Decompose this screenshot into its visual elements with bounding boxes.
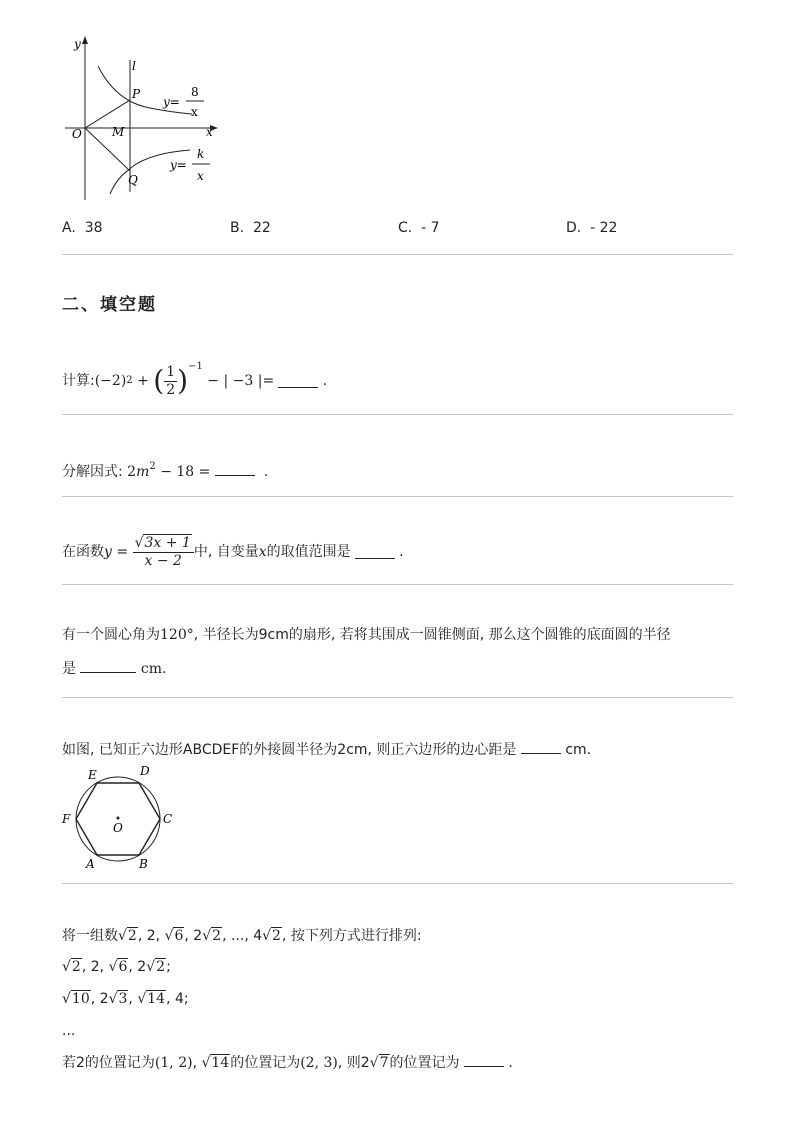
option-a[interactable] xyxy=(62,219,103,237)
q6-last-r7: 7 xyxy=(379,1055,389,1071)
label-p: P xyxy=(132,87,141,101)
q6-pos2: (2, 3) xyxy=(300,1055,338,1071)
q6-row1-a: , 2, xyxy=(81,959,109,975)
option-a-value: 38 xyxy=(84,220,103,236)
label-q: Q xyxy=(128,173,138,187)
q6-row1-r2: 2 xyxy=(71,959,81,975)
section-heading: 二、填空题 xyxy=(62,295,157,315)
divider xyxy=(62,254,733,255)
q1-den: 2 xyxy=(166,381,176,398)
q4-text-b: , 半径长为9cm的扇形, 若将其围成一圆锥侧面, 那么这个圆锥的底面圆的半径 xyxy=(193,627,671,643)
q6-row1-r2b: 2 xyxy=(156,959,166,975)
q6-r6-a: 6 xyxy=(174,928,184,944)
option-c-value: - 7 xyxy=(421,220,440,236)
q6-last-a: 若2的位置记为 xyxy=(62,1055,155,1071)
q6-row2-r14: 14 xyxy=(147,991,166,1007)
option-d-value: - 22 xyxy=(590,220,618,236)
question-6-last xyxy=(62,1054,513,1072)
label-f: F xyxy=(62,812,71,826)
q5-answer-blank[interactable] xyxy=(521,741,561,754)
q6-r2-a: 2 xyxy=(127,928,137,944)
q1-exp: 2 xyxy=(126,375,133,386)
q3-suffix: 的取值范围是 xyxy=(266,544,351,560)
curve2-lhs: y= xyxy=(170,158,187,172)
option-d[interactable] xyxy=(566,219,617,237)
label-origin: O xyxy=(72,127,82,141)
q3-fraction xyxy=(133,534,194,570)
q6-last-e: 的位置记为 xyxy=(389,1055,460,1071)
radical-icon: √ xyxy=(108,959,118,975)
label-a: A xyxy=(86,857,95,871)
radical-icon: √ xyxy=(118,928,127,944)
q5-text: 如图, 已知正六边形ABCDEF的外接圆半径为2cm, 则正六边形的边心距是 xyxy=(62,742,517,758)
divider xyxy=(62,584,733,585)
q1-paren-open: ( xyxy=(153,364,165,397)
radical-icon: √ xyxy=(108,991,118,1007)
option-c[interactable] xyxy=(398,219,440,237)
q3-prefix: 在函数 xyxy=(62,544,104,560)
label-y-axis: y xyxy=(74,37,81,51)
q6-row2-r3: 3 xyxy=(118,991,128,1007)
q4-text-c: 是 xyxy=(62,661,76,677)
q2-var: m xyxy=(136,464,150,480)
curve1-num: 8 xyxy=(191,85,199,99)
divider xyxy=(62,414,733,415)
q3-middle: 中, 自变量 xyxy=(193,544,259,560)
q6-text-c: , 2 xyxy=(184,928,203,944)
radical-icon: √ xyxy=(62,959,71,975)
q6-last-c: 的位置记为 xyxy=(230,1055,301,1071)
question-5 xyxy=(62,741,591,759)
radical-icon: √ xyxy=(262,928,272,944)
y-axis-arrow xyxy=(82,36,88,44)
curve2-den: x xyxy=(197,169,204,183)
q1-answer-blank[interactable] xyxy=(278,375,318,388)
q6-answer-blank[interactable] xyxy=(464,1054,504,1067)
radical-icon: √ xyxy=(202,928,212,944)
q1-fraction xyxy=(164,364,177,399)
question-6-row-2 xyxy=(62,990,189,1008)
q6-row2-r10: 10 xyxy=(71,991,90,1007)
radical-icon: √ xyxy=(137,991,147,1007)
q6-row2-b: , xyxy=(128,991,138,1007)
question-4-line-1 xyxy=(62,626,671,644)
option-b-letter: B. xyxy=(230,220,245,236)
label-m: M xyxy=(112,125,125,139)
q6-text-e: , 按下列方式进行排列: xyxy=(281,928,422,944)
q4-text-a: 有一个圆心角为 xyxy=(62,627,160,643)
q3-y: y xyxy=(104,544,112,560)
q2-prefix: 分解因式: xyxy=(62,464,128,480)
question-4-line-2 xyxy=(62,660,166,678)
q1-paren-close: ) xyxy=(177,364,189,397)
q6-end: . xyxy=(503,1055,513,1071)
q1-rest: − | −3 |= xyxy=(202,373,275,389)
label-b: B xyxy=(139,857,148,871)
q6-row1-r6: 6 xyxy=(118,959,128,975)
question-6-line-1 xyxy=(62,927,422,945)
q6-last-b: , xyxy=(192,1055,202,1071)
q6-last-d: , 则2 xyxy=(337,1055,370,1071)
divider xyxy=(62,697,733,698)
curve1-den: x xyxy=(191,105,198,119)
q6-row1-b: , 2 xyxy=(128,959,147,975)
q6-pos1: (1, 2) xyxy=(154,1055,193,1071)
center-point xyxy=(117,817,120,820)
q1-prefix: 计算: xyxy=(62,373,95,389)
curve2-num: k xyxy=(197,147,205,161)
option-a-letter: A. xyxy=(62,220,76,236)
q3-denominator: x − 2 xyxy=(144,553,182,569)
label-c: C xyxy=(163,812,173,826)
q3-end: . xyxy=(394,544,404,560)
q3-var: x xyxy=(258,544,267,560)
radical-icon: √ xyxy=(62,991,71,1007)
label-x-axis: x xyxy=(206,125,213,139)
curve-y-k-over-x xyxy=(110,150,190,194)
divider xyxy=(62,883,733,884)
q2-rest: − 18 = xyxy=(155,464,211,480)
radical-icon: √ xyxy=(134,535,144,551)
option-b[interactable] xyxy=(230,219,271,237)
q6-text-d: , ..., 4 xyxy=(222,928,263,944)
q4-unit: cm. xyxy=(136,661,167,677)
option-d-letter: D. xyxy=(566,220,582,236)
label-l: l xyxy=(132,59,136,73)
radical-icon: √ xyxy=(146,959,156,975)
q3-eq: = xyxy=(111,544,133,560)
q6-r2-c: 2 xyxy=(272,928,281,944)
q6-last-r14: 14 xyxy=(211,1055,230,1071)
q6-text-a: 将一组数 xyxy=(62,928,118,944)
q3-radicand: 3x + 1 xyxy=(144,535,191,551)
radical-icon: √ xyxy=(201,1055,211,1071)
q6-row2-c: , 4; xyxy=(166,991,189,1007)
q2-answer-blank[interactable] xyxy=(215,463,255,476)
q1-num: 1 xyxy=(166,363,176,380)
label-o: O xyxy=(113,821,123,835)
option-b-value: 22 xyxy=(252,220,271,236)
q6-row1-end: ; xyxy=(166,959,171,975)
q2-exp: 2 xyxy=(149,461,156,472)
question-3 xyxy=(62,532,404,572)
q6-text-b: , 2, xyxy=(137,928,165,944)
q6-row2-a: , 2 xyxy=(90,991,109,1007)
label-e: E xyxy=(88,768,97,782)
q1-base: (−2) xyxy=(94,373,127,389)
q6-r2-b: 2 xyxy=(212,928,222,944)
segment-op xyxy=(85,100,130,128)
hyperbola-figure xyxy=(60,30,230,202)
radical-icon: √ xyxy=(164,928,174,944)
question-6-dots: ... xyxy=(62,1023,76,1039)
curve1-lhs: y= xyxy=(163,95,180,109)
label-d: D xyxy=(140,764,150,778)
question-2 xyxy=(62,458,268,481)
q1-plus: + xyxy=(132,373,154,389)
question-1 xyxy=(62,362,327,400)
q5-unit: cm. xyxy=(560,742,592,758)
q3-numerator xyxy=(133,534,194,553)
radical-icon: √ xyxy=(369,1055,379,1071)
q4-angle: 120° xyxy=(160,627,194,643)
divider xyxy=(62,496,733,497)
q2-coef: 2 xyxy=(127,464,137,480)
option-c-letter: C. xyxy=(398,220,413,236)
q4-answer-blank[interactable] xyxy=(80,660,136,673)
question-6-row-1 xyxy=(62,958,171,976)
hexagon-figure xyxy=(58,760,182,872)
q3-answer-blank[interactable] xyxy=(355,546,395,559)
q1-exp-neg1: −1 xyxy=(188,361,203,372)
q2-end: . xyxy=(259,464,269,480)
q1-end: . xyxy=(318,373,328,389)
